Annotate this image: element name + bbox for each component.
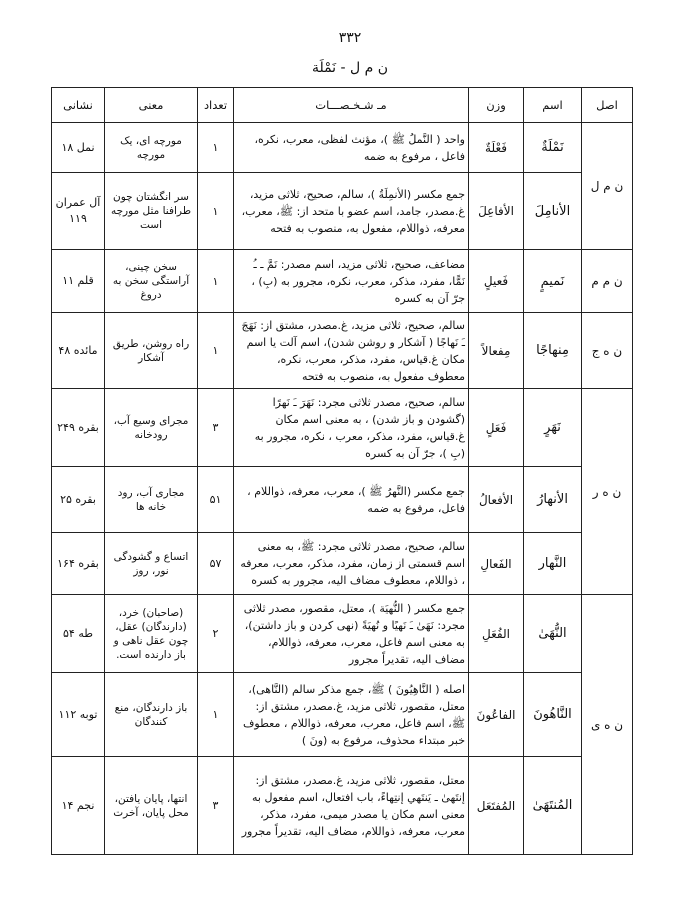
wazn-cell: الأفعالُ	[469, 467, 524, 533]
wazn-cell: فَعْلَةٌ	[469, 123, 524, 173]
table-row	[52, 533, 633, 595]
count-cell: ۱	[198, 250, 234, 313]
table-row	[52, 123, 633, 173]
word-cell: الأنهارُ	[524, 467, 582, 533]
meaning-cell: مجرای وسیع آب، رودخانه	[105, 389, 198, 467]
ref-cell: بقره ۲۴۹	[52, 389, 105, 467]
desc-cell: سالم، صحیح، مصدر ثلاثی مجرد: نَهَرَ ـَ نَهرًا (گشودن و باز شدن) ، به معنی اسم مکان غ.قیاس، مفرد، مذکر، معرب ، نکره، مجرور به (بِ )، جرّ آن به کسره	[234, 389, 469, 467]
header-desc: مـ شـخـصـــات	[234, 88, 469, 123]
desc-cell: سالم، صحیح، ثلاثی مزید، غ.مصدر، مشتق از: نَهَجَ ـَ نَهاجًا ( آشکار و روشن شدن)، اسم آلت یا اسم مکان غ.قیاس، مفرد، مذکر، معرب، نکره، معطوف مفعول به، منصوب به فتحه	[234, 313, 469, 389]
ref-cell: نجم ۱۴	[52, 757, 105, 855]
wazn-cell: الفُعَلِ	[469, 595, 524, 673]
desc-cell: واحد ( النَّملُ ﷺ )، مؤنث لفظی، معرب، نکره، فاعل ، مرفوع به ضمه	[234, 123, 469, 173]
word-cell: الأنامِلَ	[524, 173, 582, 250]
wazn-cell: فَعيلٍ	[469, 250, 524, 313]
table-row	[52, 467, 633, 533]
count-cell: ۳	[198, 757, 234, 855]
meaning-cell: سخن چینی، آراستگی سخن به دروغ	[105, 250, 198, 313]
root-cell: ن ه ی	[582, 595, 633, 855]
root-cell: ن م م	[582, 250, 633, 313]
ref-cell: بقره ۲۵	[52, 467, 105, 533]
root-cell: ن ه ر	[582, 389, 633, 595]
word-cell: النَّاهُونَ	[524, 673, 582, 757]
table-row	[52, 673, 633, 757]
meaning-cell: سر انگشتان چون طرافنا مثل مورچه است	[105, 173, 198, 250]
desc-cell: معتل، مقصور، ثلاثی مزید، غ.مصدر، مشتق از: إنتَهیٰ ـ يَنتَهي إنتِهاءً، باب افتعال، اسم مفعول به معنی اسم مکان یا مصدر میمی، مفرد، مذکر، معرب، معرفه، ذواللام، مضاف الیه، تقدیراً مجرور	[234, 757, 469, 855]
desc-cell: مضاعف، صحیح، ثلاثی مزید، اسم مصدر: نَمَّ ـ ـُ نَمًّا، مفرد، مذکر، معرب، نکره، مجرور به (بِ) ، جرّ آن به کسره	[234, 250, 469, 313]
wazn-cell: فَعَلٍ	[469, 389, 524, 467]
meaning-cell: اتساع و گشودگی نور، روز	[105, 533, 198, 595]
meaning-cell: مورچه ای، یک مورچه	[105, 123, 198, 173]
count-cell: ۱	[198, 673, 234, 757]
word-cell: النُّهَیٰ	[524, 595, 582, 673]
word-cell: المُنتَهَیٰ	[524, 757, 582, 855]
root-cell: ن ه ج	[582, 313, 633, 389]
word-cell: النَّهار	[524, 533, 582, 595]
desc-cell: جمع مکسر (النَّهرُ ﷺ )، معرب، معرفه، ذواللام ، فاعل، مرفوع به ضمه	[234, 467, 469, 533]
table-row	[52, 173, 633, 250]
header-ref: نشانی	[52, 88, 105, 123]
header-meaning: معنی	[105, 88, 198, 123]
page-number: ۳۳۲	[338, 30, 362, 46]
ref-cell: مائده ۴۸	[52, 313, 105, 389]
wazn-cell: الفاعُونَ	[469, 673, 524, 757]
ref-cell: آل عمران ۱۱۹	[52, 173, 105, 250]
word-cell: نَميمٍ	[524, 250, 582, 313]
lexicon-table	[51, 87, 633, 855]
table-row	[52, 595, 633, 673]
wazn-cell: مِفعالاً	[469, 313, 524, 389]
ref-cell: بقره ۱۶۴	[52, 533, 105, 595]
meaning-cell: مجاری آب، رود خانه ها	[105, 467, 198, 533]
count-cell: ۱	[198, 173, 234, 250]
word-cell: نَمْلَةٌ	[524, 123, 582, 173]
ref-cell: توبه ۱۱۲	[52, 673, 105, 757]
count-cell: ۱	[198, 123, 234, 173]
desc-cell: سالم، صحیح، مصدر ثلاثی مجرد: ﷺ، به معنی اسم قسمتی از زمان، مفرد، مذکر، معرب، معرفه ، ذواللام، معطوف مضاف الیه، مجرور به کسره	[234, 533, 469, 595]
table-row	[52, 389, 633, 467]
count-cell: ۱	[198, 313, 234, 389]
ref-cell: قلم ۱۱	[52, 250, 105, 313]
table-row	[52, 250, 633, 313]
table-header-row	[52, 88, 633, 123]
header-wazn: وزن	[469, 88, 524, 123]
desc-cell: جمع مکسر ( النُّهيَة )، معتل، مقصور، مصدر ثلاثی مجرد: نَهَیٰ ـَ نَهیًا و نُهيَةً (نهی کردن و باز داشتن)، به معنی اسم فاعل، معرب، معرفه، ذواللام، مضاف الیه، تقدیراً مجرور	[234, 595, 469, 673]
table-row	[52, 313, 633, 389]
desc-cell: اصله ( النَّاهِیُونَ ) ﷺ، جمع مذکر سالم (النَّاهی)، معتل، مقصور، ثلاثی مزید، غ.مصدر، مشتق از: ﷺ، اسم فاعل، معرب، معرفه، ذواللام ، معطوف خبر مبتداء محذوف، مرفوع به (ونَ )	[234, 673, 469, 757]
count-cell: ۲	[198, 595, 234, 673]
table-row	[52, 757, 633, 855]
header-root: اصل	[582, 88, 633, 123]
meaning-cell: (صاحبان) خرد، (دارندگان) عقل، چون عقل ناهی و باز دارنده است.	[105, 595, 198, 673]
word-cell: مِنهاجًا	[524, 313, 582, 389]
wazn-cell: الأفاعِلَ	[469, 173, 524, 250]
root-cell: ن م ل	[582, 123, 633, 250]
ref-cell: طه ۵۴	[52, 595, 105, 673]
page-title: ن م ل - نَمْلَة	[311, 60, 389, 76]
wazn-cell: المُفتَعَل	[469, 757, 524, 855]
ref-cell: نمل ۱۸	[52, 123, 105, 173]
header-count: تعداد	[198, 88, 234, 123]
header-word: اسم	[524, 88, 582, 123]
count-cell: ۳	[198, 389, 234, 467]
desc-cell: جمع مکسر (الأنمِلَةُ )، سالم، صحیح، ثلاثی مزید، غ.مصدر، جامد، اسم عضو با متحد از: ﷺ، معرب، معرفه، ذواللام، مفعول به، منصوب به فتحه	[234, 173, 469, 250]
count-cell: ۵۷	[198, 533, 234, 595]
wazn-cell: الفَعالِ	[469, 533, 524, 595]
count-cell: ۵۱	[198, 467, 234, 533]
meaning-cell: باز دارندگان، منع کنندگان	[105, 673, 198, 757]
word-cell: نَهَرٍ	[524, 389, 582, 467]
meaning-cell: انتها، پایان یافتن، محل پایان، آخرت	[105, 757, 198, 855]
meaning-cell: راه روشن، طریق آشکار	[105, 313, 198, 389]
